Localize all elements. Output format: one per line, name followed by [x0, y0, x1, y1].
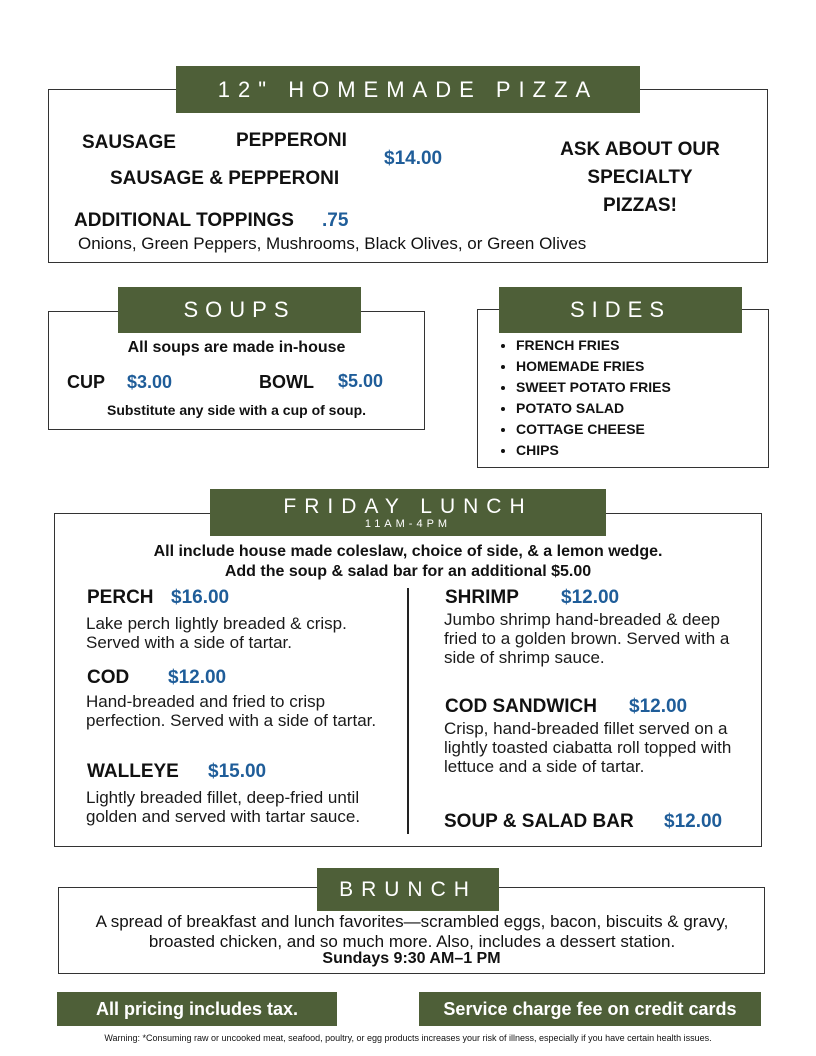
- shrimp-price: $12.00: [561, 587, 620, 608]
- pizza-banner: 12" HOMEMADE PIZZA: [176, 66, 640, 113]
- bowl-price: $5.00: [338, 371, 384, 391]
- pizza-sausage: SAUSAGE: [82, 132, 176, 153]
- soups-substitute: Substitute any side with a cup of soup.: [106, 402, 367, 418]
- toppings-label: ADDITIONAL TOPPINGS: [74, 210, 294, 231]
- side-item: • HOMEMADE FRIES: [516, 356, 671, 377]
- service-charge-notice: Service charge fee on credit cards: [419, 992, 761, 1026]
- cod-price: $12.00: [168, 667, 227, 688]
- warning-text: Warning: *Consuming raw or uncooked meat, seafood, poultry, or egg products increases your risk of illness, especially if you have certain health issues.: [104, 1033, 712, 1043]
- pizza-specialty: [540, 136, 740, 220]
- friday-banner: [210, 489, 606, 536]
- cod-sandwich-price: $12.00: [629, 696, 688, 717]
- friday-intro-1: All include house made coleslaw, choice of side, & a lemon wedge.: [153, 543, 663, 560]
- tax-notice: All pricing includes tax.: [57, 992, 337, 1026]
- salad-bar-price: $12.00: [664, 811, 723, 832]
- brunch-hours: Sundays 9:30 AM–1 PM: [322, 950, 501, 967]
- side-item: • CHIPS: [516, 440, 671, 461]
- sides-banner: SIDES: [499, 287, 742, 333]
- friday-column-divider: [407, 588, 409, 834]
- specialty-line-3: PIZZAS!: [603, 195, 677, 216]
- cup-label: CUP: [67, 372, 106, 392]
- side-item: • COTTAGE CHEESE: [516, 419, 671, 440]
- cod-name: COD: [87, 667, 130, 688]
- sides-list: [498, 335, 671, 461]
- brunch-desc: A spread of breakfast and lunch favorites—scrambled eggs, bacon, biscuits & gravy, broasted chicken, and so much more. Also, includes a dessert station.: [95, 912, 729, 951]
- pizza-combo: SAUSAGE & PEPPERONI: [110, 168, 340, 189]
- specialty-line-1: ASK ABOUT OUR: [560, 139, 720, 160]
- toppings-list: Onions, Green Peppers, Mushrooms, Black Olives, or Green Olives: [78, 234, 587, 253]
- shrimp-name: SHRIMP: [445, 587, 519, 608]
- side-item: • SWEET POTATO FRIES: [516, 377, 671, 398]
- brunch-banner: BRUNCH: [317, 868, 499, 911]
- salad-bar-name: SOUP & SALAD BAR: [444, 811, 634, 832]
- soups-banner: SOUPS: [118, 287, 361, 333]
- toppings-price: .75: [322, 210, 349, 231]
- perch-name: PERCH: [87, 587, 154, 608]
- pizza-pepperoni: PEPPERONI: [236, 130, 347, 151]
- walleye-name: WALLEYE: [87, 761, 179, 782]
- pizza-price: $14.00: [384, 148, 443, 169]
- shrimp-desc: Jumbo shrimp hand-breaded & deep fried to a golden brown. Served with a side of shrimp sauce.: [444, 610, 730, 667]
- specialty-line-2: SPECIALTY: [587, 167, 693, 188]
- cod-desc: Hand-breaded and fried to crisp perfection. Served with a side of tartar.: [86, 692, 377, 730]
- perch-price: $16.00: [171, 587, 230, 608]
- walleye-desc: Lightly breaded fillet, deep-fried until golden and served with tartar sauce.: [86, 788, 361, 826]
- cod-sandwich-name: COD SANDWICH: [445, 696, 597, 717]
- cod-sandwich-desc: Crisp, hand-breaded fillet served on a lightly toasted ciabatta roll topped with lettuce and a side of tartar.: [444, 719, 732, 776]
- soups-note: All soups are made in-house: [127, 339, 346, 356]
- cup-price: $3.00: [127, 372, 173, 392]
- walleye-price: $15.00: [208, 761, 267, 782]
- friday-title: FRIDAY LUNCH: [283, 495, 533, 518]
- friday-intro-2: Add the soup & salad bar for an additional $5.00: [224, 563, 592, 580]
- friday-hours: 11AM-4PM: [364, 518, 452, 530]
- perch-desc: Lake perch lightly breaded & crisp. Served with a side of tartar.: [86, 614, 347, 652]
- side-item: • FRENCH FRIES: [516, 335, 671, 356]
- bowl-label: BOWL: [259, 372, 314, 392]
- side-item: • POTATO SALAD: [516, 398, 671, 419]
